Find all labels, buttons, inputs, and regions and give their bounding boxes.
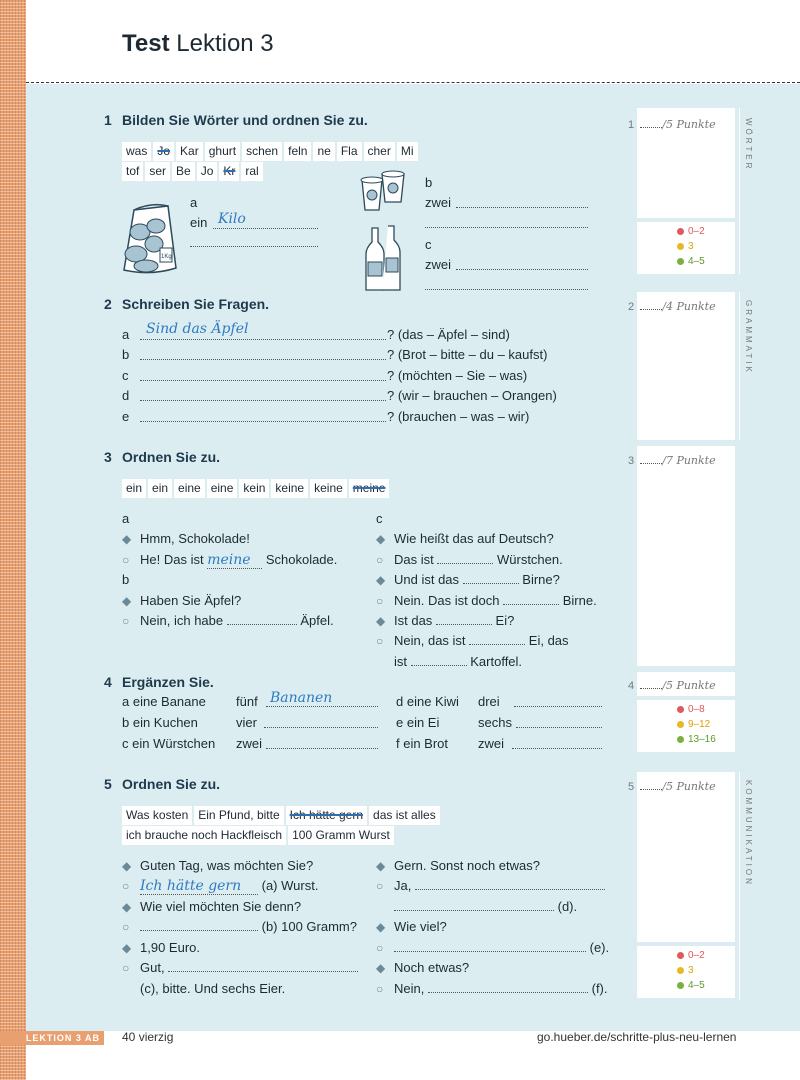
dialog-c-line-3: ◆ Und ist das Birne? bbox=[376, 572, 560, 587]
question-a-blank[interactable] bbox=[140, 339, 386, 340]
circle-icon: ○ bbox=[376, 982, 384, 996]
plural-c-number: zwei bbox=[236, 736, 263, 751]
syllable-chips-row-1 bbox=[122, 142, 462, 161]
question-b-letter: b bbox=[122, 347, 130, 362]
chip-used: Jo bbox=[153, 142, 174, 161]
chip: ich brauche noch Hackfleisch bbox=[122, 826, 286, 845]
chip: Ein Pfund, bitte bbox=[194, 806, 283, 825]
diamond-icon: ◆ bbox=[376, 859, 386, 873]
plural-b-blank[interactable] bbox=[264, 727, 378, 728]
question-c-hint: ? (möchten – Sie – was) bbox=[387, 368, 528, 383]
chip: Fla bbox=[337, 142, 362, 161]
shop-dialog-right-4: ◆ Wie viel? bbox=[376, 919, 447, 934]
diamond-icon: ◆ bbox=[376, 532, 386, 546]
dialog-b-letter: b bbox=[122, 572, 130, 587]
shop-dialog-right-5: ○ (e). bbox=[376, 940, 610, 955]
question-a-letter: a bbox=[122, 327, 130, 342]
category-line-woerter bbox=[739, 108, 740, 274]
plural-a-number: fünf bbox=[236, 694, 258, 709]
item-c-blank[interactable] bbox=[456, 269, 588, 270]
question-c-letter: c bbox=[122, 368, 129, 383]
svg-text:1Kg: 1Kg bbox=[161, 254, 172, 260]
chip-used: meine bbox=[349, 479, 390, 498]
diamond-icon: ◆ bbox=[122, 900, 132, 914]
syllable-chips-row-2 bbox=[122, 162, 322, 181]
chip: Be bbox=[172, 162, 195, 181]
chip: Jo bbox=[197, 162, 218, 181]
chip: das ist alles bbox=[369, 806, 440, 825]
chip: schen bbox=[242, 142, 282, 161]
item-c-letter: c bbox=[425, 237, 432, 252]
lesson-tag: LEKTION 3 AB bbox=[0, 1031, 104, 1045]
diamond-icon: ◆ bbox=[376, 573, 386, 587]
chip: feln bbox=[284, 142, 311, 161]
score-box-2 bbox=[637, 292, 735, 440]
chip: ser bbox=[145, 162, 170, 181]
question-b-blank[interactable] bbox=[140, 359, 386, 360]
item-c-blank-2[interactable] bbox=[425, 289, 588, 290]
footer-url[interactable]: go.hueber.de/schritte-plus-neu-lernen bbox=[537, 1030, 737, 1044]
diamond-icon: ◆ bbox=[122, 941, 132, 955]
chip: eine bbox=[207, 479, 238, 498]
shop-dialog-left-5: ◆ 1,90 Euro. bbox=[122, 940, 200, 955]
circle-icon: ○ bbox=[122, 553, 130, 567]
diamond-icon: ◆ bbox=[376, 614, 386, 628]
bottles-illustration bbox=[364, 224, 404, 294]
dialog-b-line-1: ◆ Haben Sie Äpfel? bbox=[122, 593, 242, 608]
diamond-icon: ◆ bbox=[122, 594, 132, 608]
dialog-a-line-2: ○ He! Das ist meine Schokolade. bbox=[122, 552, 338, 568]
circle-icon: ○ bbox=[122, 614, 130, 628]
chip: keine bbox=[310, 479, 347, 498]
score-legend-5: 0–2 3 4–5 bbox=[637, 946, 735, 998]
dialog-a-letter: a bbox=[122, 511, 130, 526]
plural-d-blank[interactable] bbox=[514, 706, 602, 707]
plural-c-singular: c ein Würstchen bbox=[122, 736, 216, 751]
question-b-hint: ? (Brot – bitte – du – kaufst) bbox=[387, 347, 548, 362]
chip-used: Ich hätte gern bbox=[286, 806, 367, 825]
question-e-blank[interactable] bbox=[140, 421, 386, 422]
item-b-blank-2[interactable] bbox=[425, 227, 588, 228]
item-b-zwei: zwei bbox=[425, 195, 452, 210]
article-chips bbox=[122, 479, 442, 498]
plural-c-blank[interactable] bbox=[266, 748, 378, 749]
points-label-1: 1 /5 Punkte bbox=[628, 118, 716, 131]
plural-a-answer: Bananen bbox=[270, 690, 333, 706]
shop-dialog-right-6: ◆ Noch etwas? bbox=[376, 960, 470, 975]
chip: ne bbox=[313, 142, 334, 161]
potato-bag-illustration bbox=[116, 198, 186, 278]
page-title: Test Lektion 3 bbox=[122, 30, 274, 57]
shop-dialog-left-2: ○ Ich hätte gern (a) Wurst. bbox=[122, 878, 319, 894]
title-rule bbox=[26, 82, 800, 83]
exercise-2-title: 2 Schreiben Sie Fragen. bbox=[104, 296, 270, 312]
circle-icon: ○ bbox=[376, 594, 384, 608]
page-edge-stripe bbox=[0, 0, 26, 1080]
plural-b-number: vier bbox=[236, 715, 257, 730]
points-label-2: 2 /4 Punkte bbox=[628, 300, 716, 313]
page-number: 40 vierzig bbox=[122, 1030, 174, 1044]
circle-icon: ○ bbox=[376, 634, 384, 648]
points-label-3: 3 /7 Punkte bbox=[628, 454, 716, 467]
plural-f-singular: f ein Brot bbox=[396, 736, 449, 751]
question-d-hint: ? (wir – brauchen – Orangen) bbox=[387, 388, 557, 403]
chip: 100 Gramm Wurst bbox=[288, 826, 394, 845]
item-a-ein: ein bbox=[190, 215, 208, 230]
dialog-c-line-5: ◆ Ist das Ei? bbox=[376, 613, 515, 628]
chip: Mi bbox=[397, 142, 418, 161]
chip: tof bbox=[122, 162, 143, 181]
plural-a-blank[interactable] bbox=[266, 706, 378, 707]
dialog-c-line-1: ◆ Wie heißt das auf Deutsch? bbox=[376, 531, 554, 546]
score-legend-4: 0–8 9–12 13–16 bbox=[637, 700, 735, 752]
item-a-letter: a bbox=[190, 195, 198, 210]
dialog-c-line-6: ○ Nein, das ist Ei, das bbox=[376, 633, 569, 648]
item-b-blank[interactable] bbox=[456, 207, 588, 208]
chip: ral bbox=[241, 162, 262, 181]
item-c-zwei: zwei bbox=[425, 257, 452, 272]
chip: Kar bbox=[176, 142, 203, 161]
plural-f-number: zwei bbox=[478, 736, 505, 751]
exercise-5-title: 5 Ordnen Sie zu. bbox=[104, 776, 221, 792]
chip-used: Kr bbox=[219, 162, 239, 181]
shop-dialog-left-6: ○ Gut, bbox=[122, 960, 358, 975]
question-d-letter: d bbox=[122, 388, 130, 403]
question-c-blank[interactable] bbox=[140, 380, 386, 381]
exercise-3-title: 3 Ordnen Sie zu. bbox=[104, 449, 221, 465]
circle-icon: ○ bbox=[122, 920, 130, 934]
question-a-answer: Sind das Äpfel bbox=[146, 321, 249, 337]
circle-icon: ○ bbox=[122, 879, 130, 893]
plural-d-number: drei bbox=[478, 694, 500, 709]
item-a-blank[interactable] bbox=[213, 228, 318, 229]
chip: ein bbox=[148, 479, 172, 498]
chip: ghurt bbox=[205, 142, 240, 161]
diamond-icon: ◆ bbox=[376, 920, 386, 934]
chip: kein bbox=[239, 479, 269, 498]
question-e-letter: e bbox=[122, 409, 130, 424]
shop-dialog-right-7: ○ Nein, (f). bbox=[376, 981, 608, 996]
diamond-icon: ◆ bbox=[122, 859, 132, 873]
circle-icon: ○ bbox=[122, 961, 130, 975]
diamond-icon: ◆ bbox=[376, 961, 386, 975]
points-label-5: 5 /5 Punkte bbox=[628, 780, 716, 793]
dialog-c-line-7: ist Kartoffel. bbox=[394, 654, 523, 669]
category-label-woerter: WÖRTER bbox=[744, 118, 753, 172]
category-label-kommunikation: KOMMUNIKATION bbox=[744, 780, 753, 887]
item-a-blank-2[interactable] bbox=[190, 246, 318, 247]
plural-e-singular: e ein Ei bbox=[396, 715, 440, 730]
question-e-hint: ? (brauchen – was – wir) bbox=[387, 409, 530, 424]
question-d-blank[interactable] bbox=[140, 400, 386, 401]
chip: was bbox=[122, 142, 151, 161]
chip: cher bbox=[364, 142, 395, 161]
item-b-letter: b bbox=[425, 175, 433, 190]
yogurt-illustration bbox=[356, 168, 412, 214]
shop-dialog-left-1: ◆ Guten Tag, was möchten Sie? bbox=[122, 858, 314, 873]
item-a-answer: Kilo bbox=[218, 211, 246, 227]
diamond-icon: ◆ bbox=[122, 532, 132, 546]
shop-dialog-left-7: (c), bitte. Und sechs Eier. bbox=[140, 981, 286, 996]
plural-f-blank[interactable] bbox=[512, 748, 602, 749]
category-line-grammatik bbox=[739, 292, 740, 440]
dialog-a-line-1: ◆ Hmm, Schokolade! bbox=[122, 531, 250, 546]
question-a-hint: ? (das – Äpfel – sind) bbox=[387, 327, 510, 342]
dialog-b-line-2: ○ Nein, ich habe Äpfel. bbox=[122, 613, 334, 628]
chip: eine bbox=[174, 479, 205, 498]
phrase-chips-row-2 bbox=[122, 826, 482, 845]
exercise-4-title: 4 Ergänzen Sie. bbox=[104, 674, 214, 690]
shop-dialog-right-2: ○ Ja, bbox=[376, 878, 605, 893]
plural-e-blank[interactable] bbox=[516, 727, 602, 728]
plural-d-singular: d eine Kiwi bbox=[396, 694, 459, 709]
category-line-kommunikation bbox=[739, 772, 740, 1000]
circle-icon: ○ bbox=[376, 879, 384, 893]
score-box-5 bbox=[637, 772, 735, 942]
shop-dialog-left-4: ○ (b) 100 Gramm? bbox=[122, 919, 357, 934]
shop-dialog-right-3: (d). bbox=[394, 899, 577, 914]
category-label-grammatik: GRAMMATIK bbox=[744, 300, 753, 375]
dialog-c-line-2: ○ Das ist Würstchen. bbox=[376, 552, 563, 567]
shop-dialog-right-1: ◆ Gern. Sonst noch etwas? bbox=[376, 858, 540, 873]
chip: Was kosten bbox=[122, 806, 192, 825]
circle-icon: ○ bbox=[376, 553, 384, 567]
points-label-4: 4 /5 Punkte bbox=[628, 679, 716, 692]
shop-dialog-left-3: ◆ Wie viel möchten Sie denn? bbox=[122, 899, 302, 914]
dialog-c-line-4: ○ Nein. Das ist doch Birne. bbox=[376, 593, 597, 608]
circle-icon: ○ bbox=[376, 941, 384, 955]
phrase-chips-row-1 bbox=[122, 806, 482, 825]
plural-a-singular: a eine Banane bbox=[122, 694, 206, 709]
chip: keine bbox=[271, 479, 308, 498]
score-box-3 bbox=[637, 446, 735, 666]
plural-e-number: sechs bbox=[478, 715, 512, 730]
dialog-c-letter: c bbox=[376, 511, 383, 526]
exercise-1-title: 1 Bilden Sie Wörter und ordnen Sie zu. bbox=[104, 112, 368, 128]
chip: ein bbox=[122, 479, 146, 498]
score-legend-1: 0–2 3 4–5 bbox=[637, 222, 735, 274]
plural-b-singular: b ein Kuchen bbox=[122, 715, 198, 730]
